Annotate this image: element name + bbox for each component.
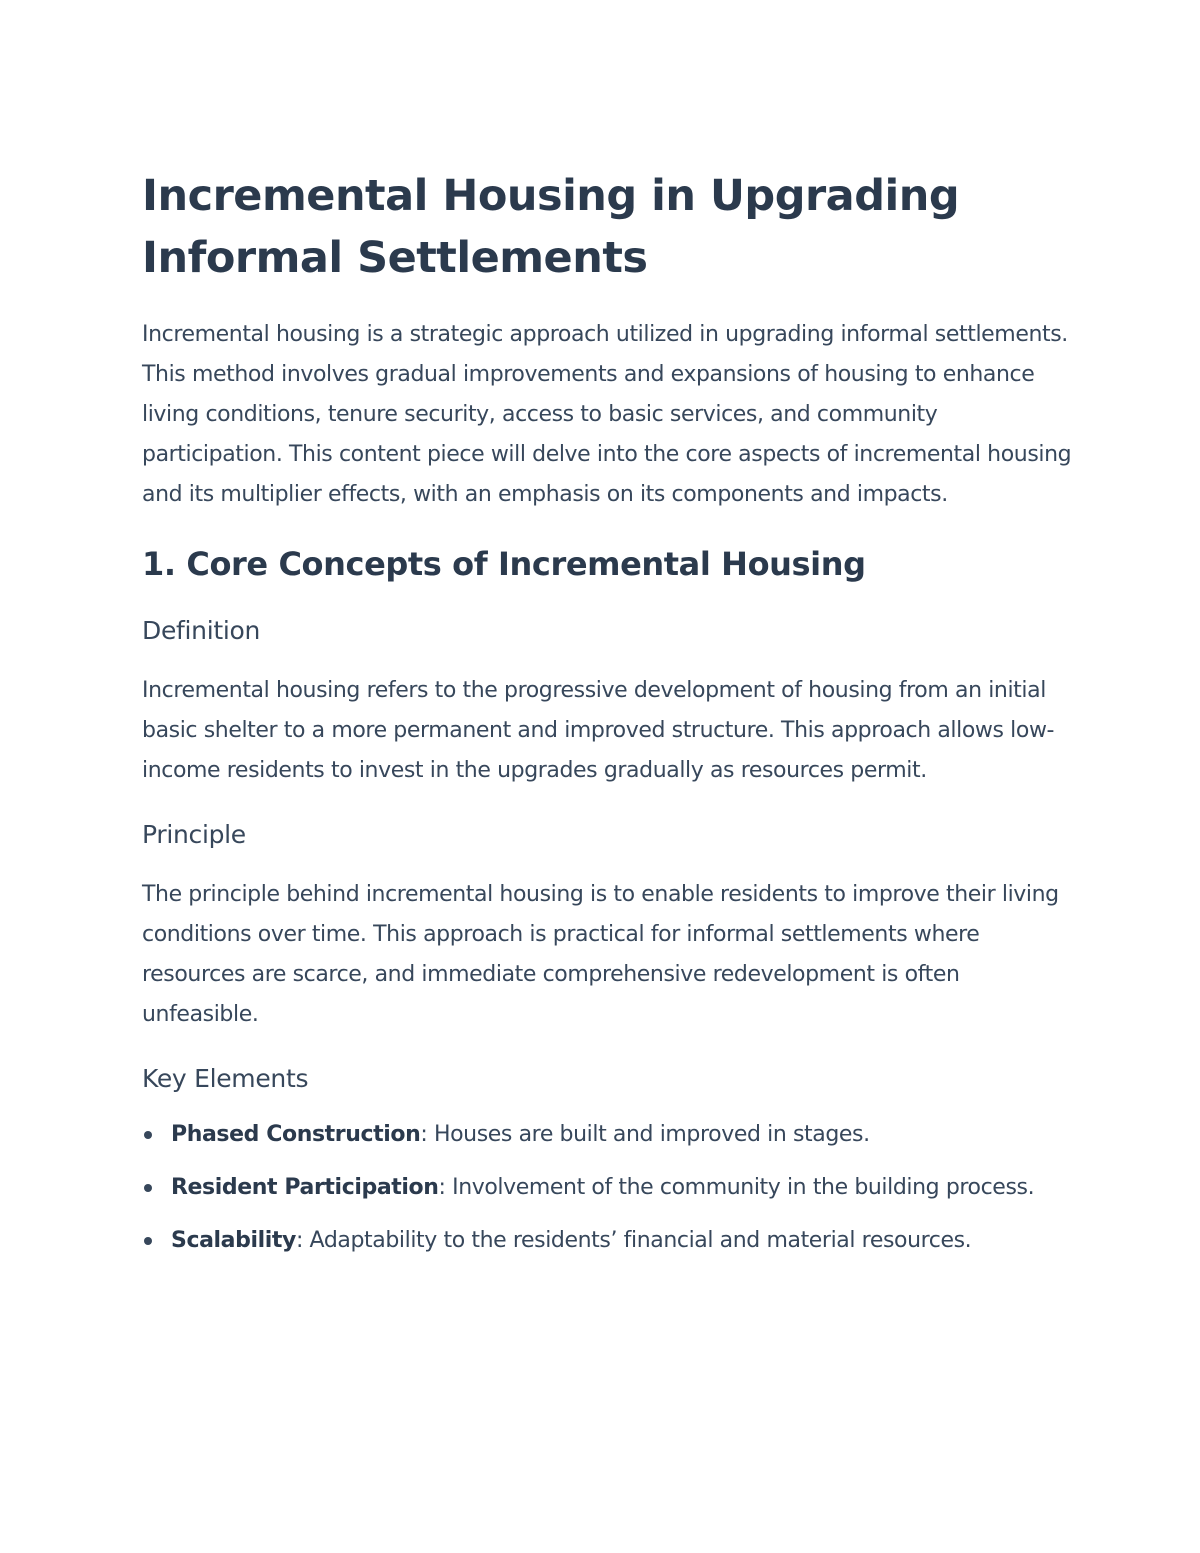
list-item-term: Scalability [171,1228,296,1253]
list-item [142,1115,1072,1155]
list-item [142,1168,1072,1208]
document-title: Incremental Housing in Upgrading Informal Settlements [142,171,960,283]
subheading-principle: Principle [142,820,246,849]
section-heading-core-concepts: 1. Core Concepts of Incremental Housing [142,545,866,583]
bullet-icon [144,1131,152,1139]
list-item-text: Houses are built and improved in stages. [427,1122,870,1147]
list-item [142,1221,1072,1261]
list-item-separator: : [420,1122,428,1147]
list-item-text: Adaptability to the residents’ financial and material resources. [302,1228,972,1253]
subheading-definition: Definition [142,616,261,645]
bullet-icon [144,1237,152,1245]
intro-paragraph: Incremental housing is a strategic approach utilized in upgrading informal settlements. This method involves gradual improvements and expansions of housing to enhance living conditions, tenure security, access to basic services, and community participation. This content piece will delve into the core aspects of incremental housing and its multiplier effects, with an emphasis on its components and impacts. [142,322,1072,507]
principle-paragraph: The principle behind incremental housing is to enable residents to improve their living conditions over time. This approach is practical for informal settlements where resources are scarce, and immediate comprehensive redevelopment is often unfeasible. [142,882,1059,1027]
subheading-key-elements: Key Elements [142,1064,309,1093]
list-item-term: Resident Participation [171,1175,439,1200]
key-elements-list [142,1115,1072,1261]
list-item-separator: : [295,1228,303,1253]
bullet-icon [144,1184,152,1192]
definition-paragraph: Incremental housing refers to the progressive development of housing from an initial basic shelter to a more permanent and improved structure. This approach allows low-income residents to invest in the upgrades gradually as resources permit. [142,678,1055,783]
document-page [142,165,1072,1274]
list-item-term: Phased Construction [171,1122,421,1147]
list-item-text: Involvement of the community in the building process. [445,1175,1035,1200]
list-item-separator: : [438,1175,446,1200]
